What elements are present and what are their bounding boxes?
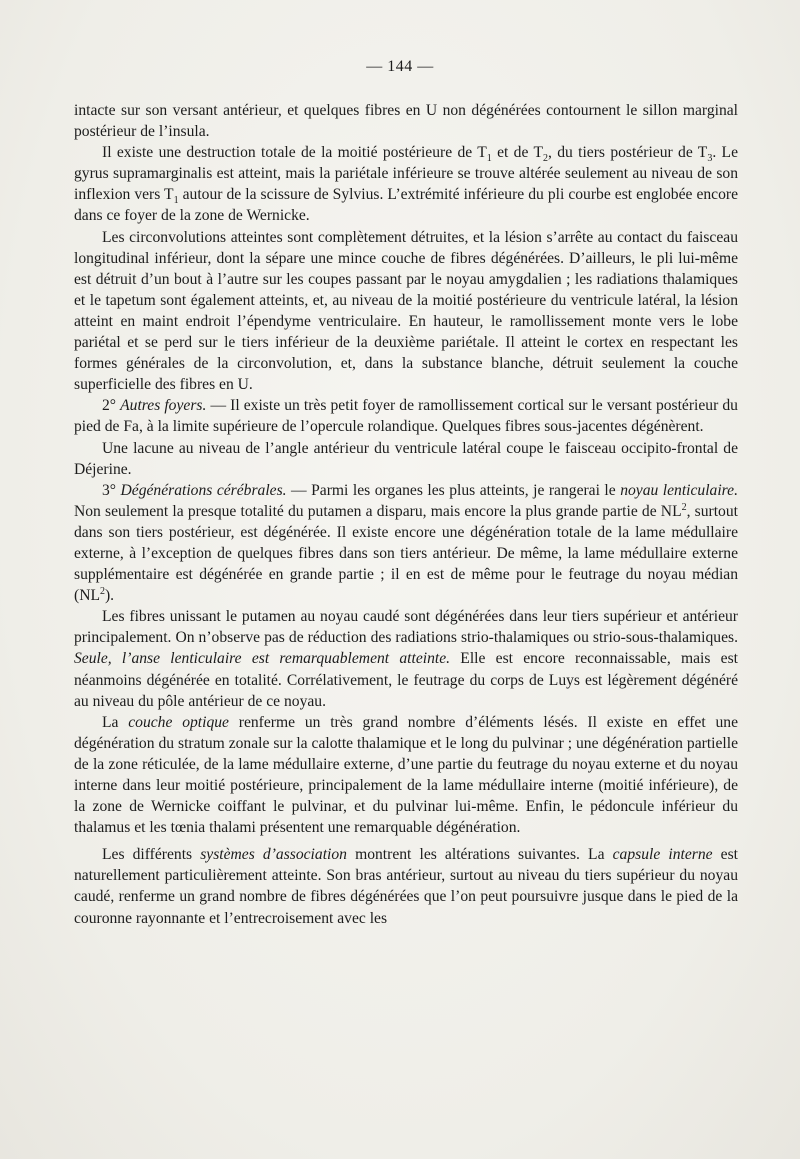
- subscript: 3: [707, 153, 713, 165]
- text-span: — Il existe un très petit foyer de ramollissement cortical sur le versant postérieur du pied de Fa, à la limite supérieure de l’opercule rolandique. Quelques fibres sous-jacentes dégénèrent.: [74, 397, 738, 436]
- text-span: 2°: [102, 397, 121, 415]
- paragraph: [74, 438, 738, 480]
- italic-text: capsule interne: [612, 846, 713, 864]
- page-number: — 144 —: [366, 58, 434, 75]
- text-span: Les différents: [102, 846, 201, 864]
- text-span: . Le gyrus supramarginalis est atteint, mais la pariétale inférieure se trouve altérée seulement au niveau de son inflexion vers T: [74, 144, 739, 204]
- text-span: 3°: [102, 481, 121, 499]
- text-span: Les fibres unissant le putamen au noyau caudé sont dégénérées dans leur tiers supérieur et antérieur principalement. On n’observe pas de réduction des radiations strio-thalamiques ou strio-sous-thalamiques.: [74, 608, 738, 647]
- text-span: intacte sur son versant antérieur, et quelques fibres en U non dégénérées contournent le sillon marginal postérieur de l’insula.: [74, 102, 738, 141]
- body-text: [74, 100, 738, 929]
- text-span: montrent les altérations suivantes. La: [346, 846, 613, 864]
- italic-text: couche optique: [128, 713, 229, 731]
- text-span: , du tiers postérieur de T: [547, 144, 708, 162]
- paragraph: [74, 142, 738, 226]
- paragraph: [74, 480, 738, 607]
- text-span: Non seulement la presque totalité du putamen a disparu, mais encore la plus grande partie de NL: [74, 502, 682, 520]
- text-span: — Parmi les organes les plus atteints, je rangerai le: [286, 481, 621, 499]
- text-span: Il existe une destruction totale de la moitié postérieure de T: [102, 144, 487, 162]
- subscript: 1: [486, 153, 492, 165]
- paragraph: [74, 606, 738, 711]
- superscript: 2: [681, 501, 687, 513]
- text-span: renferme un très grand nombre d’éléments lésés. Il existe en effet une dégénération du stratum zonale sur la calotte thalamique et le long du pulvinar ; une dégénération partielle de la zone réticulée, de la lame médullaire externe, d’une partie du feutrage du noyau externe et du noyau interne dans leur moitié postérieure, principalement de la lame médullaire interne (moitié inférieure), de la zone de Wernicke coiffant le pulvinar, et du pulvinar lui-même. Enfin, le pédoncule inférieur du thalamus et les tœnia thalami présentent une remarquable dégénération.: [74, 713, 738, 837]
- text-span: La: [102, 713, 129, 731]
- paragraph: [74, 844, 738, 928]
- subscript: 2: [542, 153, 548, 165]
- paragraph: [74, 227, 738, 396]
- superscript: 2: [99, 585, 105, 597]
- italic-text: Seule, l’anse lenticulaire est remarquablement atteinte.: [74, 650, 451, 668]
- paragraph: [74, 395, 738, 437]
- subscript: 1: [173, 195, 179, 207]
- text-span: Une lacune au niveau de l’angle antérieur du ventricule latéral coupe le faisceau occipito-frontal de Déjerine.: [74, 439, 738, 478]
- italic-text: Dégénérations cérébrales.: [120, 481, 287, 499]
- text-span: est naturellement particulièrement atteinte. Son bras antérieur, surtout au niveau du tiers supérieur du noyau caudé, renferme un grand nombre de fibres dégénérées que l’on peut poursuivre jusque dans le pied de la couronne rayonnante et l’entrecroisement avec les: [74, 846, 739, 927]
- text-span: Les circonvolutions atteintes sont complètement détruites, et la lésion s’arrête au contact du faisceau longitudinal inférieur, dont la sépare une mince couche de fibres dégénérées. D’ailleurs, le pli lui-même est détruit d’un bout à l’autre sur les coupes passant par le noyau amygdalien ; les radiations thalamiques et le tapetum sont également atteints, et, au niveau de la moitié postérieure du ventricule latéral, la lésion atteint en maint endroit l’épendyme ventriculaire. En hauteur, le ramollissement monte vers le lobe pariétal et se perd sur le tiers inférieur de la deuxième pariétale. Il atteint le cortex en respectant les formes générales de la circonvolution, et, dans la substance blanche, détruit seulement la couche superficielle des fibres en U.: [74, 228, 738, 394]
- italic-text: systèmes d’association: [200, 846, 347, 864]
- text-span: et de T: [491, 144, 543, 162]
- text-span: Elle est encore reconnaissable, mais est néanmoins dégénérée en totalité. Corrélativement, le feutrage du corps de Luys est légèrement dégénéré au niveau du pôle antérieur de ce noyau.: [74, 650, 738, 710]
- text-span: , surtout dans son tiers postérieur, est dégénérée. Il existe encore une dégénération totale de la lame médullaire externe, à l’exception de quelques fibres dans son tiers antérieur. De même, la lame médullaire externe supplémentaire est dégénérée en grande partie ; il en est de même pour le feutrage du noyau médian (NL: [74, 502, 738, 605]
- text-span: ).: [104, 587, 115, 605]
- text-span: autour de la scissure de Sylvius. L’extrémité inférieure du pli courbe est englobée encore dans ce foyer de la zone de Wernicke.: [74, 186, 739, 225]
- paragraph: [74, 712, 738, 839]
- paragraph: [74, 100, 738, 142]
- italic-text: Autres foyers.: [120, 397, 207, 415]
- italic-text: noyau lenticulaire.: [620, 481, 738, 499]
